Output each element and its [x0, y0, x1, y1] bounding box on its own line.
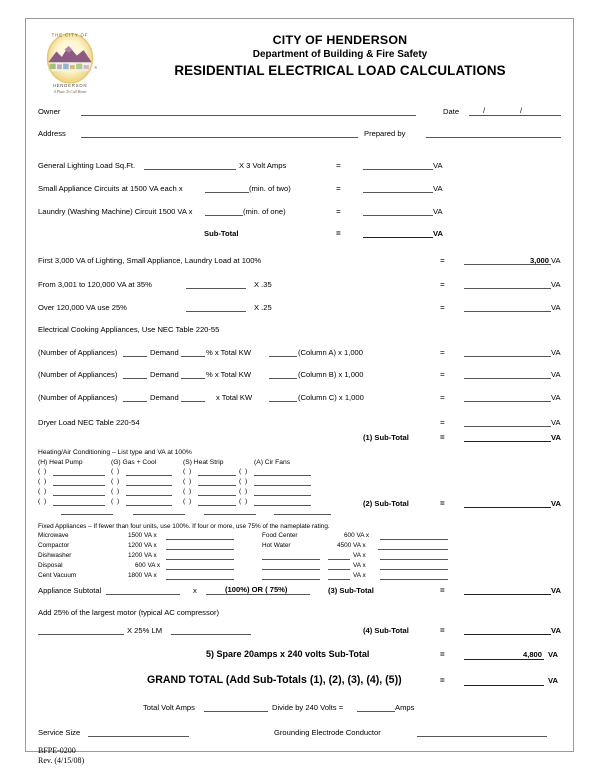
svg-text:®: ® — [94, 66, 97, 71]
grand-total-input[interactable] — [464, 685, 544, 686]
general-lighting-sqft-input[interactable] — [144, 169, 236, 170]
from-3001-eq: = — [440, 280, 445, 289]
hvac-r3-c4-input[interactable] — [254, 495, 311, 496]
appliance-subtotal-times: x — [193, 586, 197, 595]
form-number: BFPE-0200 — [38, 746, 76, 755]
small-appliance-result-input[interactable] — [363, 192, 433, 193]
hvac-r3-c2-paren: ( ) — [111, 488, 120, 495]
from-3001-result-input[interactable] — [464, 288, 551, 289]
hvac-heading: Heating/Air Conditioning – List type and VA at 100% — [38, 449, 192, 456]
subtotal-2-eq: = — [440, 499, 445, 508]
fixed-right-qty-0-input[interactable] — [380, 539, 448, 540]
hvac-r4-c3-input[interactable] — [198, 505, 236, 506]
cooking-c-demand-input[interactable] — [181, 401, 205, 402]
amps-input[interactable] — [357, 711, 395, 712]
address-input[interactable] — [81, 137, 358, 138]
first-3000-label: First 3,000 VA of Lighting, Small Appliance, Laundry Load at 100% — [38, 256, 262, 265]
hvac-total-c4-input[interactable] — [274, 514, 331, 515]
hvac-r4-c4-paren: ( ) — [239, 498, 248, 505]
subtotal-4-label: (4) Sub-Total — [363, 626, 409, 635]
fixed-right-rating-3-input[interactable] — [328, 569, 350, 570]
fixed-appliances-heading: Fixed Appliances – If fewer than four units, use 100%. If four or more, use 75% of the nameplate rating. — [38, 523, 330, 530]
over-120000-result-input[interactable] — [464, 311, 551, 312]
fixed-right-name-1: Hot Water — [262, 542, 291, 549]
subtotal-1-eq: = — [440, 433, 445, 442]
appliance-subtotal-label: Appliance Subtotal — [38, 586, 102, 595]
cooking-a-appliances-input[interactable] — [123, 356, 147, 357]
hvac-r1-c2-input[interactable] — [126, 475, 172, 476]
hvac-r3-c4-paren: ( ) — [239, 488, 248, 495]
over-120000-input[interactable] — [186, 311, 246, 312]
hvac-col-heat-pump: (H) Heat Pump — [38, 459, 83, 466]
hvac-r2-c3-paren: ( ) — [183, 478, 192, 485]
hvac-r2-c4-input[interactable] — [254, 485, 311, 486]
motor-mult-label: X 25% LM — [127, 626, 163, 635]
hvac-r2-c1-paren: ( ) — [38, 478, 47, 485]
subtotal-4-input[interactable] — [464, 634, 551, 635]
fixed-left-qty-2-input[interactable] — [166, 559, 234, 560]
fixed-left-va-2: 1200 VA x — [128, 552, 157, 559]
page-title: RESIDENTIAL ELECTRICAL LOAD CALCULATIONS — [174, 63, 506, 78]
small-appliance-label: Small Appliance Circuits at 1500 VA each x — [38, 184, 183, 193]
address-label: Address — [38, 129, 66, 138]
hvac-r3-c3-input[interactable] — [198, 495, 236, 496]
cooking-a-kw-label: % x Total KW — [206, 348, 252, 357]
fixed-right-name-3-input[interactable] — [262, 569, 320, 570]
hvac-r1-c1-input[interactable] — [53, 475, 105, 476]
motor-heading: Add 25% of the largest motor (typical AC compressor) — [38, 608, 220, 617]
cooking-b-demand-label: Demand — [150, 370, 179, 379]
over-120000-label: Over 120,000 VA use 25% — [38, 303, 127, 312]
hvac-col-gas-cool: (G) Gas + Cool — [111, 459, 157, 466]
laundry-label: Laundry (Washing Machine) Circuit 1500 VA x — [38, 207, 193, 216]
divide-240-label: Divide by 240 Volts = — [272, 703, 344, 712]
prepared-by-input[interactable] — [426, 137, 561, 138]
fixed-right-name-0: Food Center — [262, 532, 298, 539]
cooking-a-eq: = — [440, 348, 445, 357]
spare-eq: = — [440, 650, 445, 659]
cooking-b-kw-label: % x Total KW — [206, 370, 252, 379]
date-label: Date — [443, 107, 460, 116]
over-120000-unit: VA — [551, 303, 561, 312]
section1-subtotal-eq: = — [336, 229, 341, 238]
fixed-left-va-0: 1500 VA x — [128, 532, 157, 539]
hvac-r2-c1-input[interactable] — [53, 485, 105, 486]
laundry-eq: = — [336, 207, 341, 216]
general-lighting-result-input[interactable] — [363, 169, 433, 170]
subtotal-1-input[interactable] — [464, 441, 551, 442]
appliance-percent-input[interactable] — [206, 594, 310, 595]
dryer-load-eq: = — [440, 418, 445, 427]
general-lighting-eq: = — [336, 161, 341, 170]
general-lighting-label: General Lighting Load Sq.Ft. — [38, 161, 136, 170]
fixed-right-qty-3-input[interactable] — [380, 569, 448, 570]
first-3000-unit: VA — [551, 256, 561, 265]
small-appliance-qty-input[interactable] — [205, 192, 249, 193]
form-revision: Rev. (4/15/08) — [38, 756, 85, 765]
prepared-by-label: Prepared by — [364, 129, 406, 138]
hvac-r4-c1-paren: ( ) — [38, 498, 47, 505]
hvac-r2-c3-input[interactable] — [198, 485, 236, 486]
total-volt-amps-input[interactable] — [204, 711, 268, 712]
fixed-left-name-1: Compactor — [38, 542, 70, 549]
subtotal-2-unit: VA — [551, 499, 561, 508]
cooking-b-eq: = — [440, 370, 445, 379]
fixed-right-va-4: VA x — [353, 572, 366, 579]
grand-total-label: GRAND TOTAL (Add Sub-Totals (1), (2), (3), (4), (5)) — [147, 674, 402, 686]
from-3001-unit: VA — [551, 280, 561, 289]
grounding-electrode-input[interactable] — [417, 736, 547, 737]
hvac-r4-c1-input[interactable] — [53, 505, 105, 506]
fixed-left-va-1: 1200 VA x — [128, 542, 157, 549]
section1-subtotal-input[interactable] — [363, 237, 433, 238]
hvac-r3-c1-paren: ( ) — [38, 488, 47, 495]
cooking-b-unit: VA — [551, 370, 561, 379]
owner-input[interactable] — [81, 115, 416, 116]
fixed-left-qty-0-input[interactable] — [166, 539, 234, 540]
dryer-load-input[interactable] — [464, 426, 551, 427]
cooking-a-appliances-label: (Number of Appliances) — [38, 348, 118, 357]
hvac-total-c1-input[interactable] — [61, 514, 113, 515]
from-3001-input[interactable] — [186, 288, 246, 289]
fixed-left-qty-3-input[interactable] — [166, 569, 234, 570]
laundry-qty-input[interactable] — [205, 215, 243, 216]
hvac-r4-c2-paren: ( ) — [111, 498, 120, 505]
cooking-b-column-label: (Column B) x 1,000 — [298, 370, 364, 379]
cooking-b-appliances-input[interactable] — [123, 378, 147, 379]
subtotal-4-eq: = — [440, 626, 445, 635]
form-page — [25, 18, 574, 765]
spare-label: 5) Spare 20amps x 240 volts Sub-Total — [206, 649, 370, 659]
fixed-right-rating-2-input[interactable] — [328, 559, 350, 560]
hvac-r2-c2-paren: ( ) — [111, 478, 120, 485]
spare-input[interactable] — [464, 659, 544, 660]
dryer-load-label: Dryer Load NEC Table 220-54 — [38, 418, 140, 427]
subtotal-2-label: (2) Sub-Total — [363, 499, 409, 508]
subtotal-3-label: (3) Sub-Total — [328, 586, 374, 595]
spare-value: 4,800 — [522, 650, 542, 659]
cooking-a-unit: VA — [551, 348, 561, 357]
cooking-c-kw-label: x Total KW — [216, 393, 253, 402]
general-lighting-mult: X 3 Volt Amps — [239, 161, 287, 170]
hvac-r1-c1-paren: ( ) — [38, 468, 47, 475]
fixed-right-va-2: VA x — [353, 552, 366, 559]
fixed-right-qty-1-input[interactable] — [378, 549, 448, 550]
laundry-unit: VA — [433, 207, 443, 216]
fixed-right-va-0: 600 VA x — [344, 532, 370, 539]
laundry-result-input[interactable] — [363, 215, 433, 216]
svg-text:A Place To Call Home: A Place To Call Home — [53, 89, 87, 94]
from-3001-mult: X .35 — [254, 280, 272, 289]
hvac-r1-c2-paren: ( ) — [111, 468, 120, 475]
cooking-c-unit: VA — [551, 393, 561, 402]
grounding-electrode-label: Grounding Electrode Conductor — [274, 728, 381, 737]
small-appliance-unit: VA — [433, 184, 443, 193]
cooking-c-eq: = — [440, 393, 445, 402]
subtotal-1-label: (1) Sub-Total — [363, 433, 409, 442]
service-size-label: Service Size — [38, 728, 81, 737]
first-3000-value: 3,000 — [529, 256, 549, 265]
hvac-total-c2-input[interactable] — [133, 514, 185, 515]
grand-total-unit: VA — [548, 676, 558, 685]
cooking-c-appliances-input[interactable] — [123, 401, 147, 402]
subtotal-1-unit: VA — [551, 433, 561, 442]
hvac-col-heat-strip: (S) Heat Strip — [183, 459, 224, 466]
owner-label: Owner — [38, 107, 61, 116]
small-appliance-note: (min. of two) — [249, 184, 291, 193]
hvac-r1-c3-paren: ( ) — [183, 468, 192, 475]
from-3001-label: From 3,001 to 120,000 VA at 35% — [38, 280, 152, 289]
cooking-c-result-input[interactable] — [464, 401, 551, 402]
appliance-percent-options: (100%) OR ( 75%) — [225, 585, 288, 594]
cooking-c-column-label: (Column C) x 1,000 — [298, 393, 364, 402]
amps-label: Amps — [395, 703, 415, 712]
grand-total-eq: = — [440, 676, 445, 685]
cooking-b-result-input[interactable] — [464, 378, 551, 379]
hvac-r2-c4-paren: ( ) — [239, 478, 248, 485]
hvac-r3-c3-paren: ( ) — [183, 488, 192, 495]
subtotal-2-input[interactable] — [464, 507, 551, 508]
page-title-block — [114, 33, 566, 78]
fixed-left-name-0: Microwave — [38, 532, 69, 539]
fixed-right-qty-4-input[interactable] — [380, 579, 448, 580]
hvac-r1-c3-input[interactable] — [198, 475, 236, 476]
fixed-left-name-3: Disposal — [38, 562, 63, 569]
hvac-r3-c1-input[interactable] — [53, 495, 105, 496]
cooking-c-demand-label: Demand — [150, 393, 179, 402]
small-appliance-eq: = — [336, 184, 341, 193]
cooking-b-appliances-label: (Number of Appliances) — [38, 370, 118, 379]
date-input[interactable] — [469, 115, 561, 116]
cooking-b-kw-input[interactable] — [269, 378, 297, 379]
section1-subtotal-label: Sub-Total — [204, 229, 239, 238]
svg-text:HENDERSON: HENDERSON — [52, 82, 88, 88]
city-seal-logo — [36, 27, 104, 95]
total-volt-amps-label: Total Volt Amps — [143, 703, 195, 712]
hvac-total-c3-input[interactable] — [204, 514, 256, 515]
over-120000-eq: = — [440, 303, 445, 312]
fixed-right-qty-2-input[interactable] — [380, 559, 448, 560]
general-lighting-unit: VA — [433, 161, 443, 170]
fixed-left-qty-4-input[interactable] — [166, 579, 234, 580]
subtotal-4-unit: VA — [551, 626, 561, 635]
spare-unit: VA — [548, 650, 558, 659]
motor-value-input[interactable] — [38, 634, 124, 635]
fixed-right-rating-4-input[interactable] — [328, 579, 350, 580]
hvac-r4-c3-paren: ( ) — [183, 498, 192, 505]
service-size-input[interactable] — [88, 736, 189, 737]
fixed-right-name-2-input[interactable] — [262, 559, 320, 560]
cooking-a-demand-input[interactable] — [181, 356, 205, 357]
over-120000-mult: X .25 — [254, 303, 272, 312]
cooking-a-column-label: (Column A) x 1,000 — [298, 348, 363, 357]
fixed-right-name-4-input[interactable] — [262, 579, 320, 580]
laundry-note: (min. of one) — [243, 207, 286, 216]
subtotal-3-unit: VA — [551, 586, 561, 595]
cooking-c-appliances-label: (Number of Appliances) — [38, 393, 118, 402]
hvac-r3-c2-input[interactable] — [126, 495, 172, 496]
date-separator-2: / — [520, 106, 523, 115]
hvac-r4-c4-input[interactable] — [254, 505, 311, 506]
hvac-r1-c4-paren: ( ) — [239, 468, 248, 475]
header-department: Department of Building & Fire Safety — [252, 49, 428, 60]
hvac-r1-c4-input[interactable] — [254, 475, 311, 476]
hvac-r4-c2-input[interactable] — [126, 505, 172, 506]
appliance-subtotal-input[interactable] — [106, 594, 180, 595]
subtotal-3-eq: = — [440, 586, 445, 595]
cooking-b-demand-input[interactable] — [181, 378, 205, 379]
first-3000-eq: = — [440, 256, 445, 265]
date-separator-1: / — [483, 106, 486, 115]
fixed-right-va-1: 4500 VA x — [337, 542, 366, 549]
hvac-col-cir-fans: (A) Cir Fans — [254, 459, 291, 466]
cooking-a-demand-label: Demand — [150, 348, 179, 357]
header-city: CITY OF HENDERSON — [272, 33, 408, 47]
fixed-left-va-4: 1800 VA x — [128, 572, 157, 579]
fixed-right-va-3: VA x — [353, 562, 366, 569]
fixed-left-qty-1-input[interactable] — [166, 549, 234, 550]
cooking-a-kw-input[interactable] — [269, 356, 297, 357]
motor-result-input[interactable] — [171, 634, 251, 635]
fixed-left-name-2: Dishwasher — [38, 552, 72, 559]
dryer-load-unit: VA — [551, 418, 561, 427]
svg-text:THE CITY OF: THE CITY OF — [51, 32, 89, 38]
cooking-a-result-input[interactable] — [464, 356, 551, 357]
fixed-left-name-4: Cent Vacuum — [38, 572, 77, 579]
subtotal-3-input[interactable] — [464, 594, 551, 595]
cooking-c-kw-input[interactable] — [269, 401, 297, 402]
hvac-r2-c2-input[interactable] — [126, 485, 172, 486]
section1-subtotal-unit: VA — [433, 229, 443, 238]
cooking-heading: Electrical Cooking Appliances, Use NEC Table 220-55 — [38, 325, 220, 334]
fixed-left-va-3: 600 VA x — [135, 562, 161, 569]
